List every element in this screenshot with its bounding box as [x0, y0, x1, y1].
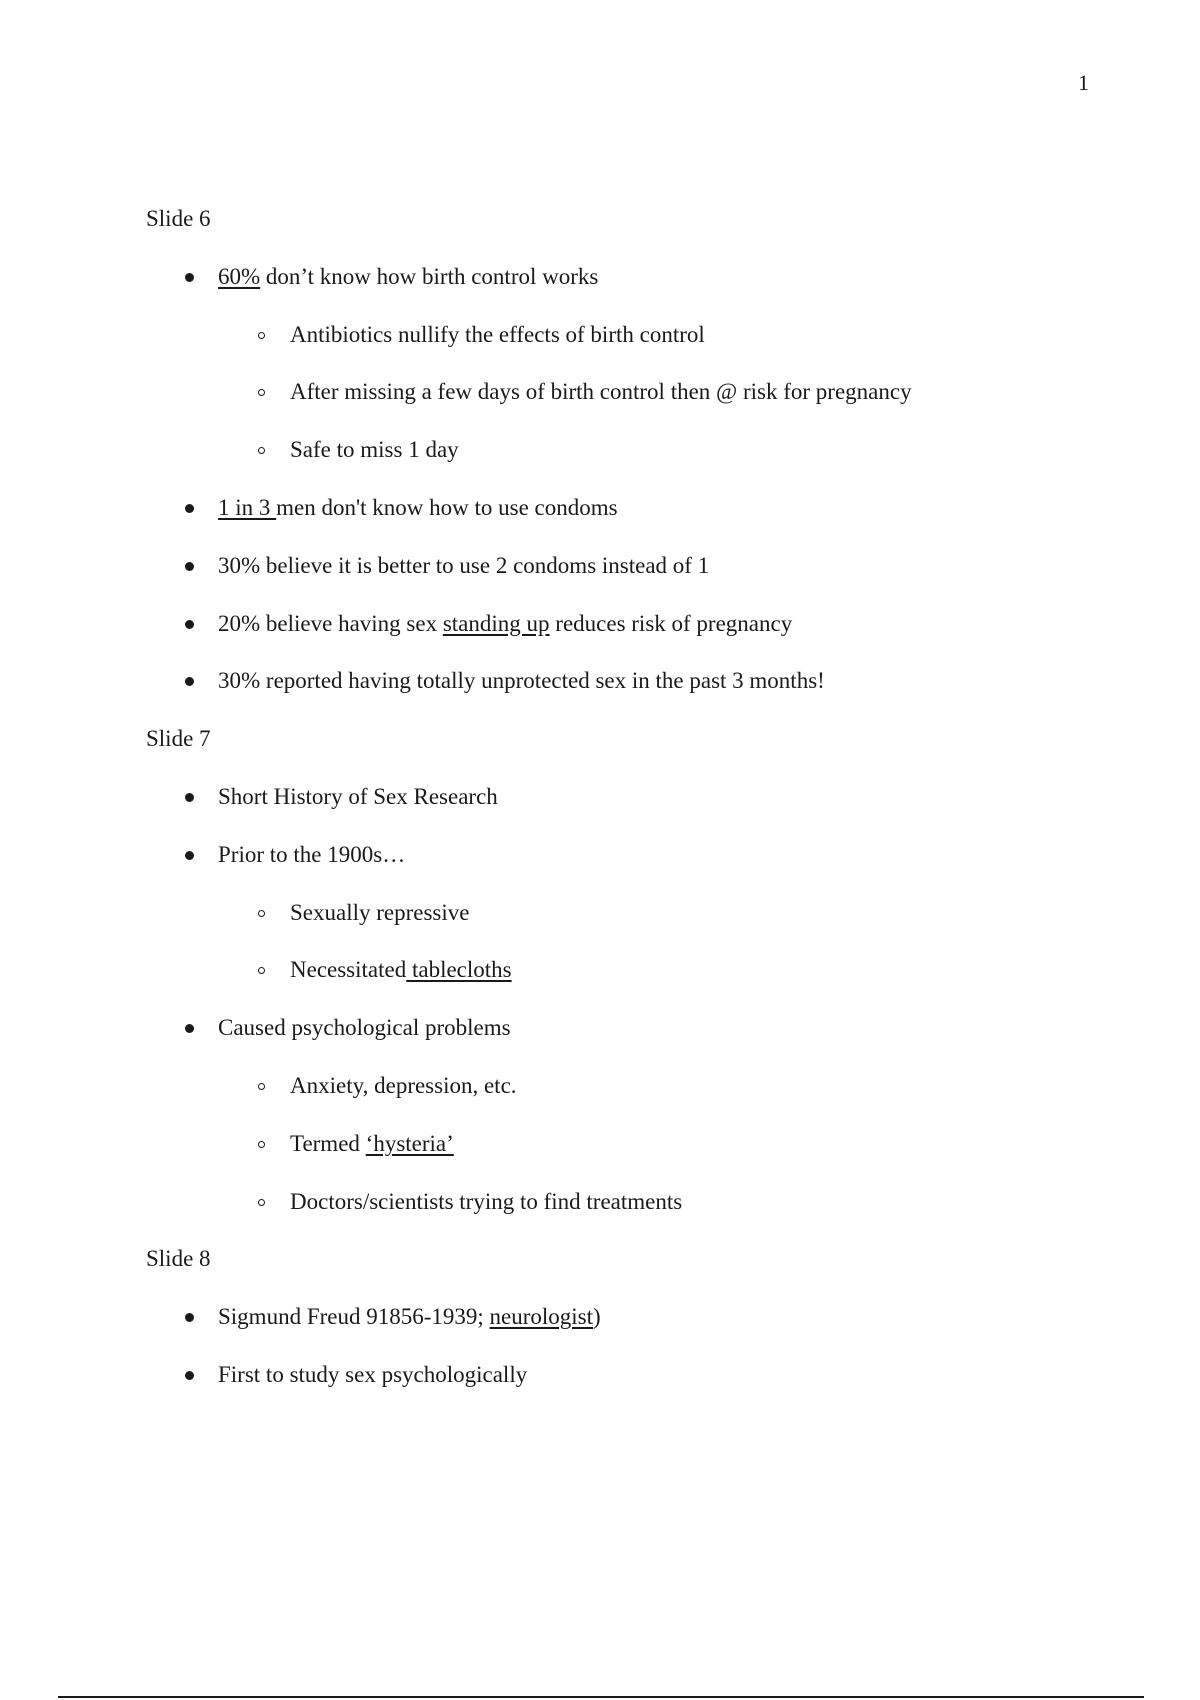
underlined-text: ‘hysteria’ [365, 1130, 454, 1156]
bullet-circle-icon [258, 1141, 265, 1148]
item-text: Sexually repressive [290, 899, 470, 925]
item-text: don’t know how birth control works [260, 263, 599, 289]
bullet-circle-icon [258, 332, 265, 339]
bullet-item [218, 1361, 527, 1389]
sub-bullet-item [290, 378, 912, 406]
underlined-text: tablecloths [406, 957, 512, 983]
item-text: 30% reported having totally unprotected sex in the past 3 months! [218, 668, 825, 694]
item-text: Antibiotics nullify the effects of birth control [290, 321, 705, 347]
item-text: Doctors/scientists trying to find treatments [290, 1188, 683, 1214]
item-text: After missing a few days of birth control then @ risk for pregnancy [290, 379, 912, 405]
item-text: Short History of Sex Research [218, 784, 498, 809]
underlined-text: neurologist [489, 1304, 594, 1330]
sub-bullet-item [290, 1130, 454, 1158]
bullet-item [218, 1303, 601, 1331]
item-text: Caused psychological problems [218, 1015, 511, 1041]
bullet-dot-icon [185, 273, 194, 282]
item-text: Termed [290, 1130, 366, 1156]
bullet-circle-icon [258, 389, 265, 396]
bullet-circle-icon [258, 1083, 265, 1090]
bullet-dot-icon [185, 1313, 194, 1322]
bullet-circle-icon [258, 447, 265, 454]
item-text: 30% believe it is better to use 2 condoms instead of 1 [218, 552, 710, 578]
sub-bullet-item [290, 321, 705, 349]
bullet-item [218, 552, 709, 580]
item-text: First to study sex psychologically [218, 1362, 528, 1387]
underlined-text: 60% [218, 263, 261, 289]
item-text: Anxiety, depression, etc. [290, 1073, 517, 1098]
bullet-item [218, 610, 792, 638]
section-heading: Slide 7 [146, 726, 211, 752]
section-heading: Slide 8 [146, 1246, 211, 1272]
bullet-item [218, 783, 498, 811]
item-text: men don't know how to use condoms [276, 495, 618, 520]
bullet-circle-icon [258, 967, 265, 974]
item-text: Safe to miss 1 day [290, 437, 459, 463]
item-text: Sigmund Freud 91856-1939; [218, 1304, 490, 1330]
bullet-dot-icon [185, 677, 194, 686]
underlined-text: 1 in 3 [218, 495, 277, 520]
bullet-item [218, 1014, 511, 1042]
underlined-text: standing up [442, 610, 550, 636]
page-number: 1 [1078, 70, 1089, 95]
sub-bullet-item [290, 956, 512, 984]
bullet-item [218, 263, 598, 291]
sub-bullet-item [290, 899, 469, 927]
bullet-item [218, 667, 825, 695]
bullet-dot-icon [185, 1024, 194, 1033]
bullet-dot-icon [185, 793, 194, 802]
sub-bullet-item [290, 1188, 682, 1216]
bullet-dot-icon [185, 851, 194, 860]
bullet-item [218, 494, 618, 522]
item-text: Necessitated [290, 957, 407, 983]
bullet-dot-icon [185, 504, 194, 513]
section-heading: Slide 6 [146, 206, 211, 231]
item-text: Prior to the 1900s… [218, 841, 406, 867]
bullet-dot-icon [185, 562, 194, 571]
item-text: 20% believe having sex [218, 610, 443, 636]
bullet-circle-icon [258, 910, 265, 917]
item-text: ) [593, 1304, 601, 1330]
item-text: reduces risk of pregnancy [549, 610, 793, 636]
bullet-dot-icon [185, 1371, 194, 1380]
sub-bullet-item [290, 1072, 517, 1100]
footer-rule [58, 1696, 1144, 1698]
bullet-circle-icon [258, 1199, 265, 1206]
sub-bullet-item [290, 436, 459, 464]
bullet-dot-icon [185, 620, 194, 629]
bullet-item [218, 841, 405, 869]
